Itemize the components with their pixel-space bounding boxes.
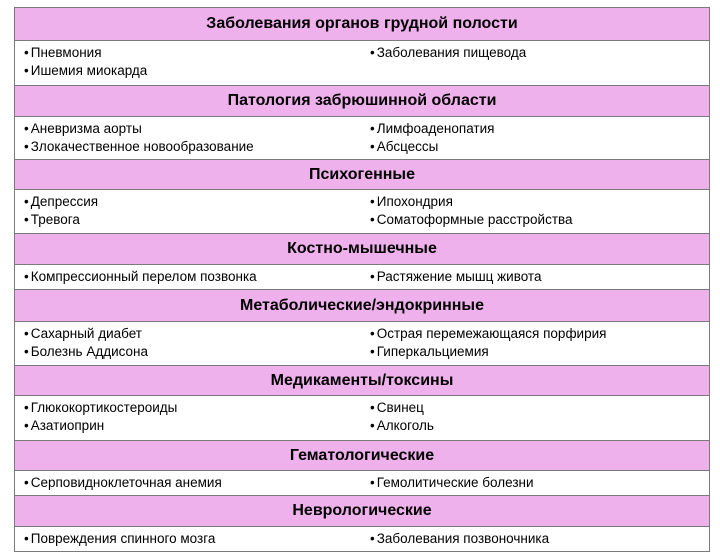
section-header: Метаболические/эндокринные — [15, 290, 709, 322]
section-medications — [15, 365, 709, 440]
section-header: Заболевания органов грудной полости — [15, 8, 709, 41]
left-column — [15, 41, 362, 85]
list-item: • Болезнь Аддисона — [24, 344, 148, 359]
section-header: Психогенные — [15, 160, 709, 190]
section-body — [15, 471, 709, 495]
left-column — [15, 117, 362, 159]
list-item: • Азатиоприн — [24, 418, 105, 433]
list-item: • Заболевания пищевода — [370, 45, 527, 60]
list-item: • Острая перемежающаяся порфирия — [370, 326, 607, 341]
list-item: • Ишемия миокарда — [24, 63, 148, 78]
list-item: • Тревога — [24, 212, 80, 227]
list-item: • Ипохондрия — [370, 194, 453, 209]
list-item: • Компрессионный перелом позвонка — [24, 269, 257, 284]
section-hematologic — [15, 440, 709, 495]
section-body — [15, 396, 709, 440]
section-body — [15, 41, 709, 85]
list-item: • Глюкокортикостероиды — [24, 400, 178, 415]
right-column — [362, 471, 709, 495]
section-body — [15, 265, 709, 289]
left-column — [15, 527, 362, 551]
list-item: • Абсцессы — [370, 139, 439, 154]
section-body — [15, 527, 709, 551]
section-neurologic — [15, 495, 709, 551]
left-column — [15, 471, 362, 495]
list-item: • Заболевания позвоночника — [370, 531, 550, 546]
list-item: • Злокачественное новообразование — [24, 139, 254, 154]
section-header: Костно-мышечные — [15, 234, 709, 265]
section-header: Неврологические — [15, 496, 709, 527]
section-body — [15, 117, 709, 159]
right-column — [362, 527, 709, 551]
list-item: • Соматоформные расстройства — [370, 212, 573, 227]
differential-table — [14, 7, 710, 552]
section-body — [15, 190, 709, 233]
list-item: • Пневмония — [24, 45, 102, 60]
left-column — [15, 396, 362, 440]
list-item: • Растяжение мышц живота — [370, 269, 542, 284]
right-column — [362, 117, 709, 159]
right-column — [362, 190, 709, 233]
list-item: • Депрессия — [24, 194, 99, 209]
right-column — [362, 322, 709, 365]
section-retroperitoneal — [15, 85, 709, 159]
list-item: • Свинец — [370, 400, 424, 415]
section-musculoskeletal — [15, 233, 709, 289]
right-column — [362, 41, 709, 85]
section-header: Гематологические — [15, 441, 709, 471]
list-item: • Серповидноклеточная анемия — [24, 475, 222, 490]
list-item: • Сахарный диабет — [24, 326, 142, 341]
list-item: • Алкоголь — [370, 418, 434, 433]
section-psychogenic — [15, 159, 709, 233]
left-column — [15, 322, 362, 365]
section-metabolic — [15, 289, 709, 365]
section-body — [15, 322, 709, 365]
right-column — [362, 396, 709, 440]
section-header: Медикаменты/токсины — [15, 366, 709, 396]
right-column — [362, 265, 709, 289]
list-item: • Гемолитические болезни — [370, 475, 534, 490]
left-column — [15, 190, 362, 233]
list-item: • Лимфоаденопатия — [370, 121, 495, 136]
list-item: • Гиперкальциемия — [370, 344, 489, 359]
list-item: • Повреждения спинного мозга — [24, 531, 216, 546]
section-chest — [15, 8, 709, 85]
section-header: Патология забрюшинной области — [15, 86, 709, 117]
list-item: • Аневризма аорты — [24, 121, 142, 136]
left-column — [15, 265, 362, 289]
